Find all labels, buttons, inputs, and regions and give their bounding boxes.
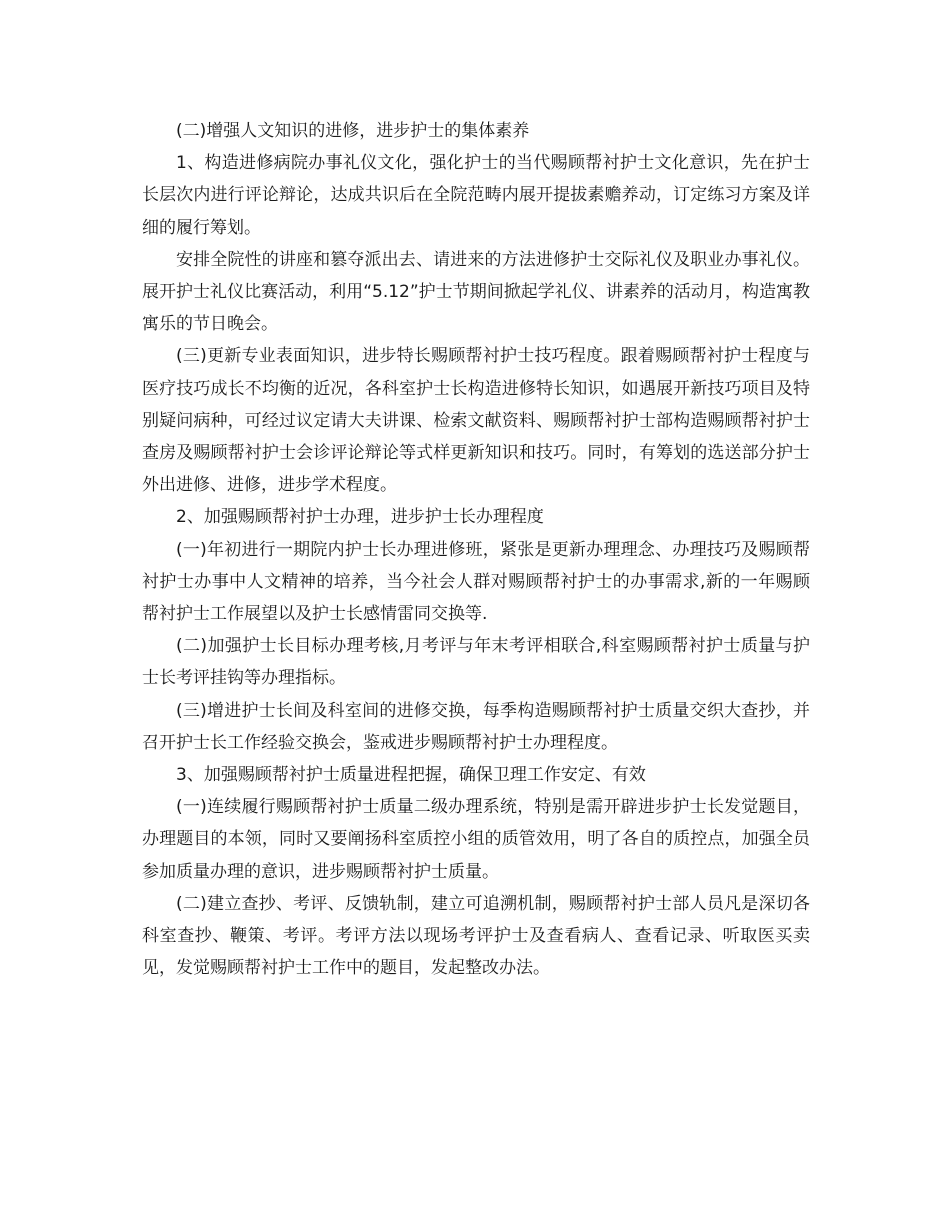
paragraph: (一)连续履行赐顾帮衬护士质量二级办理系统，特别是需开辟进步护士长发觉题目，办理题目的本领，同时又要阐扬科室质控小组的质管效用，明了各自的质控点，加强全员参加质量办理的意识，进步赐顾帮衬护士质量。 [142, 797, 810, 882]
paragraph: 2、加强赐顾帮衬护士办理，进步护士长办理程度 [176, 507, 544, 528]
paragraph: (一)年初进行一期院内护士长办理进修班，紧张是更新办理理念、办理技巧及赐顾帮衬护士办事中人文精神的培养，当今社会人群对赐顾帮衬护士的办事需求,新的一年赐顾帮衬护士工作展望以及护士长感情雷同交换等. [142, 539, 810, 625]
paragraph: 3、加强赐顾帮衬护士质量进程把握，确保卫理工作安定、有效 [176, 765, 646, 786]
paragraph: (三)增进护士长间及科室间的进修交换，每季构造赐顾帮衬护士质量交织大查抄，并召开护士长工作经验交换会，鉴戒进步赐顾帮衬护士办理程度。 [142, 700, 810, 753]
paragraph: 1、构造进修病院办事礼仪文化，强化护士的当代赐顾帮衬护士文化意识，先在护士长层次内进行评论辩论，达成共识后在全院范畴内展开提拔素赡养动，订定练习方案及详细的履行筹划。 [142, 153, 810, 238]
paragraph: (二)加强护士长目标办理考核,月考评与年末考评相联合,科室赐顾帮衬护士质量与护士长考评挂钩等办理指标。 [142, 636, 810, 689]
document-body [142, 115, 810, 984]
paragraph: (二)建立查抄、考评、反馈轨制，建立可追溯机制，赐顾帮衬护士部人员凡是深切各科室查抄、鞭策、考评。考评方法以现场考评护士及查看病人、查看记录、听取医买卖见，发觉赐顾帮衬护士工作中的题目，发起整改办法。 [142, 893, 810, 979]
paragraph: (三)更新专业表面知识，进步特长赐顾帮衬护士技巧程度。跟着赐顾帮衬护士程度与医疗技巧成长不均衡的近况，各科室护士长构造进修特长知识，如遇展开新技巧项目及特别疑问病种，可经过议定请大夫讲课、检索文献资料、赐顾帮衬护士部构造赐顾帮衬护士查房及赐顾帮衬护士会诊评论辩论等式样更新知识和技巧。同时，有筹划的选送部分护士外出进修、进修，进步学术程度。 [142, 346, 810, 496]
paragraph: (二)增强人文知识的进修，进步护士的集体素养 [176, 121, 530, 141]
paragraph: 安排全院性的讲座和篡夺派出去、请进来的方法进修护士交际礼仪及职业办事礼仪。展开护士礼仪比赛活动，利用“5.12”护士节期间掀起学礼仪、讲素养的活动月，构造寓教寓乐的节日晚会。 [142, 249, 810, 335]
